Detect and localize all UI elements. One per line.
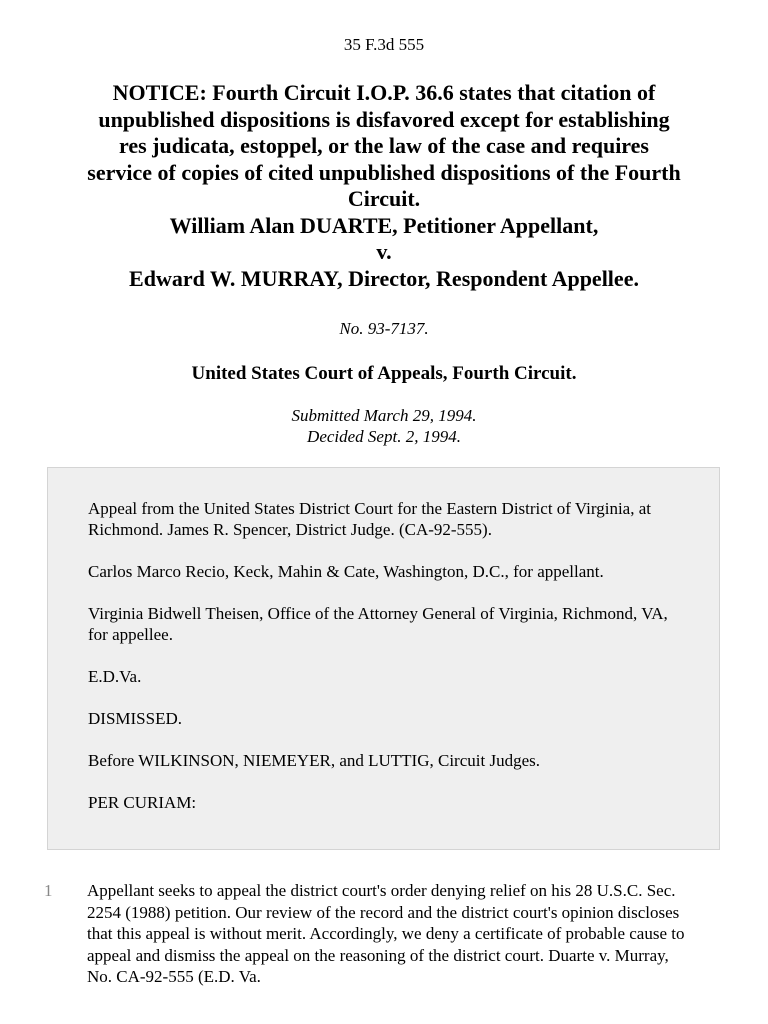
notice-line-1: NOTICE: Fourth Circuit I.O.P. 36.6 states that citation of (112, 80, 656, 105)
panel: Before WILKINSON, NIEMEYER, and LUTTIG, Circuit Judges. (88, 751, 540, 770)
disposition: DISMISSED. (88, 709, 182, 728)
notice-line-2: unpublished dispositions is disfavored except for establishing (98, 106, 670, 132)
notice-line-4: service of copies of cited unpublished dispositions of the Fourth (87, 159, 681, 185)
submitted-date: Submitted March 29, 1994. (291, 406, 477, 425)
appellant-counsel: Carlos Marco Recio, Keck, Mahin & Cate, Washington, D.C., for appellant. (88, 562, 604, 581)
court-name: United States Court of Appeals, Fourth Circuit. (191, 363, 577, 384)
opinion-paragraph: Appellant seeks to appeal the district court's order denying relief on his 28 U.S.C. Sec. 2254 (1988) petition. Our review of the record and the district court's opinion discloses that this appeal is without merit. Accordingly, we deny a certificate of probable cause to appeal and dismiss the appeal on the reasoning of the district court. Duarte v. Murray, No. CA-92-555 (E.D. Va. (87, 881, 685, 986)
notice-line-5: Circuit. (347, 186, 421, 211)
paragraph-number: 1 (44, 881, 53, 900)
district: E.D.Va. (88, 667, 142, 686)
petitioner: William Alan DUARTE, Petitioner Appellant, (169, 212, 599, 238)
appeal-from: Appeal from the United States District Court for the Eastern District of Virginia, at Richmond. James R. Spencer, District Judge. (CA-92-555). (88, 499, 652, 539)
case-headline (30, 80, 738, 292)
respondent: Edward W. MURRAY, Director, Respondent Appellee. (129, 265, 639, 291)
case-dates (0, 405, 768, 447)
decided-date: Decided Sept. 2, 1994. (307, 427, 461, 446)
appellee-counsel: Virginia Bidwell Theisen, Office of the Attorney General of Virginia, Richmond, VA, for appellee. (88, 604, 668, 644)
docket-number: No. 93-7137. (339, 319, 429, 338)
notice-line-3: res judicata, estoppel, or the law of the case and requires (118, 133, 649, 158)
opinion-author: PER CURIAM: (88, 793, 197, 812)
case-info-box (47, 467, 720, 850)
citation: 35 F.3d 555 (343, 35, 425, 54)
versus: v. (376, 239, 392, 264)
